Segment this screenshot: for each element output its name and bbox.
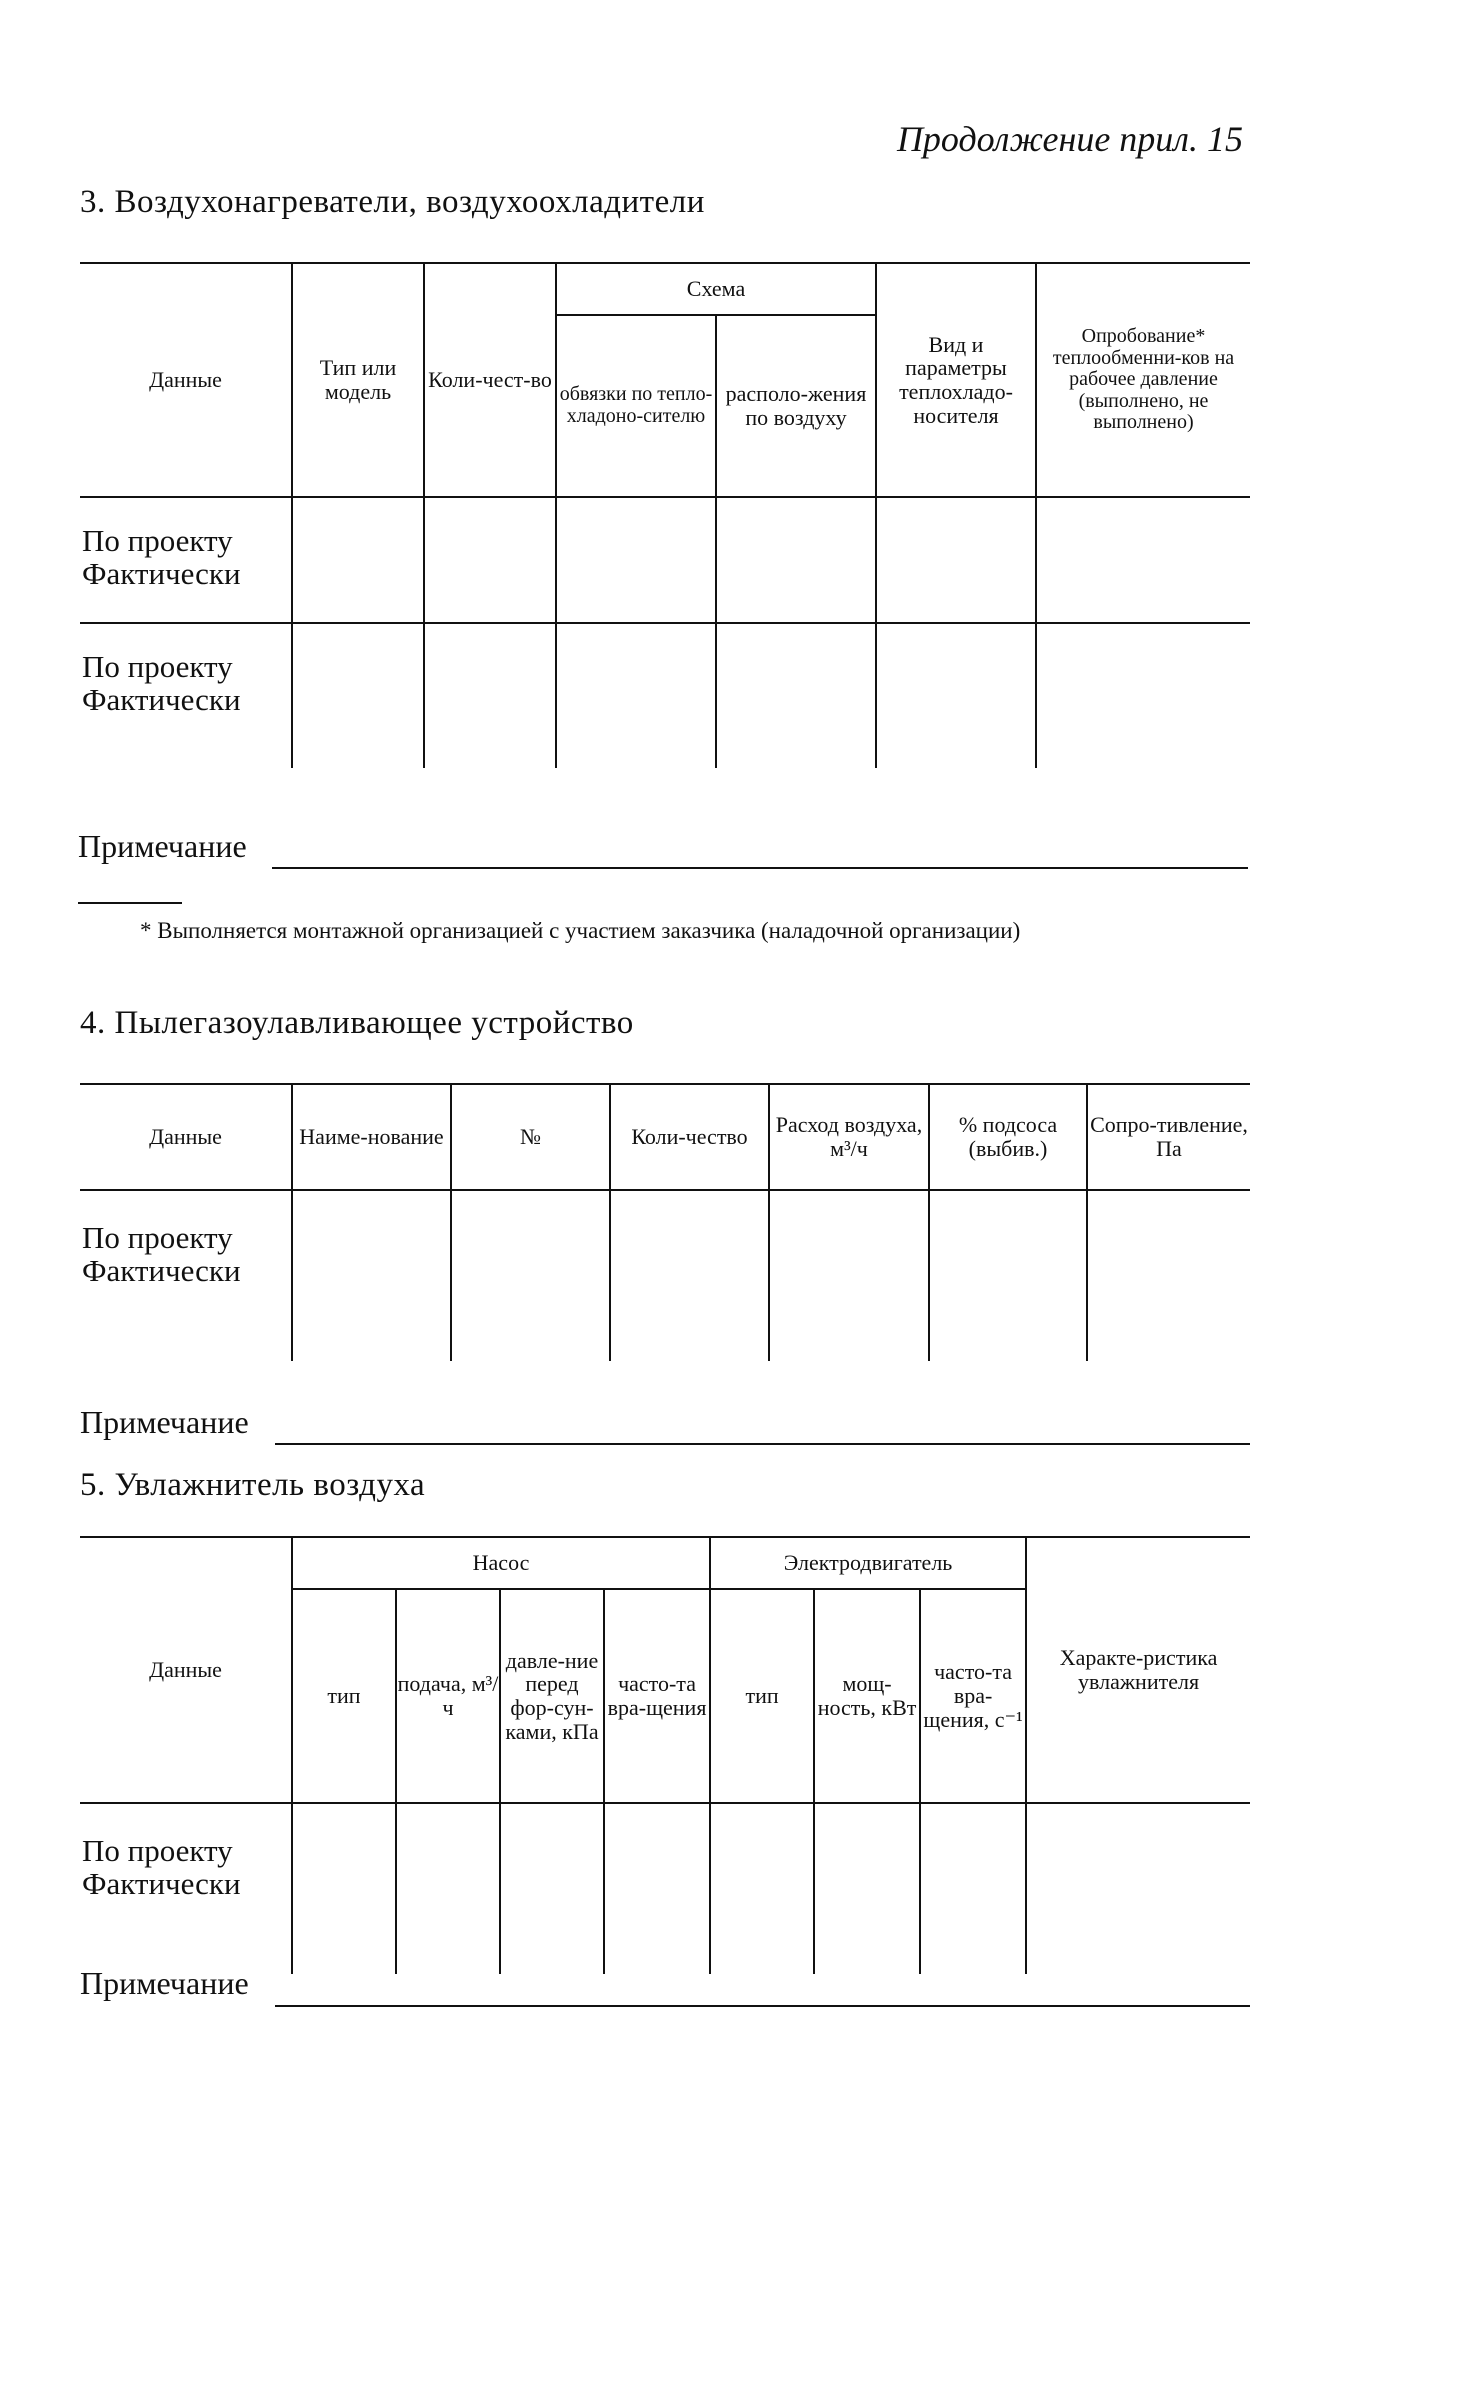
table-cell[interactable] [500, 1803, 604, 1974]
note-line[interactable] [275, 2005, 1250, 2007]
footnote-text: * Выполняется монтажной организацией с участием заказчика (наладочной организации) [140, 918, 1021, 943]
col-scheme-piping: обвязки по тепло-хладоно-сителю [556, 315, 716, 497]
col-qty: Коли-чество [610, 1084, 769, 1190]
col-data: Данные [80, 263, 292, 497]
page-header: Продолжение прил. 15 [896, 119, 1243, 159]
table-cell[interactable] [292, 623, 424, 768]
col-medium: Вид и параметры теплохладо-носителя [876, 263, 1036, 497]
col-number: № [451, 1084, 610, 1190]
col-scheme-location: располо-жения по воздуху [716, 315, 876, 497]
col-test: Опробование* теплообменни-ков на рабочее давление (выполнено, не выполнено) [1036, 263, 1250, 497]
col-air-flow: Расход воздуха, м³/ч [769, 1084, 929, 1190]
table-cell[interactable] [716, 623, 876, 768]
section-3-title: 3. Воздухонагреватели, воздухоохладители [80, 184, 705, 220]
row-label: По проекту Фактически [80, 1803, 292, 1974]
note-label: Примечание [80, 1404, 249, 1440]
col-type: Тип или модель [292, 263, 424, 497]
col-qty: Коли-чест-во [424, 263, 556, 497]
section-5-title: 5. Увлажнитель воздуха [80, 1467, 426, 1503]
table-cell[interactable] [604, 1803, 710, 1974]
row-label: По проекту Фактически [80, 623, 292, 768]
col-pump: Насос [292, 1537, 710, 1589]
table-cell[interactable] [1087, 1190, 1250, 1361]
note-line[interactable] [275, 1443, 1250, 1445]
col-pump-type: тип [292, 1589, 396, 1803]
table-dust-collector [80, 1083, 1250, 1361]
table-cell[interactable] [424, 623, 556, 768]
table-air-heaters [80, 262, 1250, 768]
col-motor-type: тип [710, 1589, 814, 1803]
col-pump-feed: подача, м³/ч [396, 1589, 500, 1803]
col-data: Данные [80, 1537, 292, 1803]
table-cell[interactable] [929, 1190, 1087, 1361]
col-motor: Электродвигатель [710, 1537, 1026, 1589]
table-cell[interactable] [876, 623, 1036, 768]
table-cell[interactable] [1036, 623, 1250, 768]
table-cell[interactable] [710, 1803, 814, 1974]
note-label: Примечание [78, 828, 247, 864]
table-cell[interactable] [292, 497, 424, 623]
table-cell[interactable] [292, 1190, 451, 1361]
table-cell[interactable] [876, 497, 1036, 623]
table-cell[interactable] [1036, 497, 1250, 623]
col-motor-speed: часто-та вра-щения, с⁻¹ [920, 1589, 1026, 1803]
col-data: Данные [80, 1084, 292, 1190]
table-cell[interactable] [292, 1803, 396, 1974]
table-cell[interactable] [556, 623, 716, 768]
col-motor-power: мощ-ность, кВт [814, 1589, 920, 1803]
table-cell[interactable] [920, 1803, 1026, 1974]
table-cell[interactable] [556, 497, 716, 623]
col-resistance: Сопро-тивление, Па [1087, 1084, 1250, 1190]
footnote-divider [78, 902, 182, 904]
table-cell[interactable] [396, 1803, 500, 1974]
row-label: По проекту Фактически [80, 497, 292, 623]
table-cell[interactable] [769, 1190, 929, 1361]
table-humidifier [80, 1536, 1250, 1974]
table-cell[interactable] [451, 1190, 610, 1361]
row-label: По проекту Фактически [80, 1190, 292, 1361]
col-leakage: % подсоса (выбив.) [929, 1084, 1087, 1190]
col-pump-pressure: давле-ние перед фор-сун-ками, кПа [500, 1589, 604, 1803]
col-name: Наиме-нование [292, 1084, 451, 1190]
table-cell[interactable] [716, 497, 876, 623]
note-label: Примечание [80, 1965, 249, 2001]
note-line[interactable] [272, 867, 1248, 869]
col-scheme: Схема [556, 263, 876, 315]
table-cell[interactable] [424, 497, 556, 623]
table-cell[interactable] [610, 1190, 769, 1361]
table-cell[interactable] [814, 1803, 920, 1974]
col-characteristic: Характе-ристика увлажнителя [1026, 1537, 1250, 1803]
section-4-title: 4. Пылегазоулавливающее устройство [80, 1005, 634, 1041]
table-cell[interactable] [1026, 1803, 1250, 1974]
col-pump-speed: часто-та вра-щения [604, 1589, 710, 1803]
